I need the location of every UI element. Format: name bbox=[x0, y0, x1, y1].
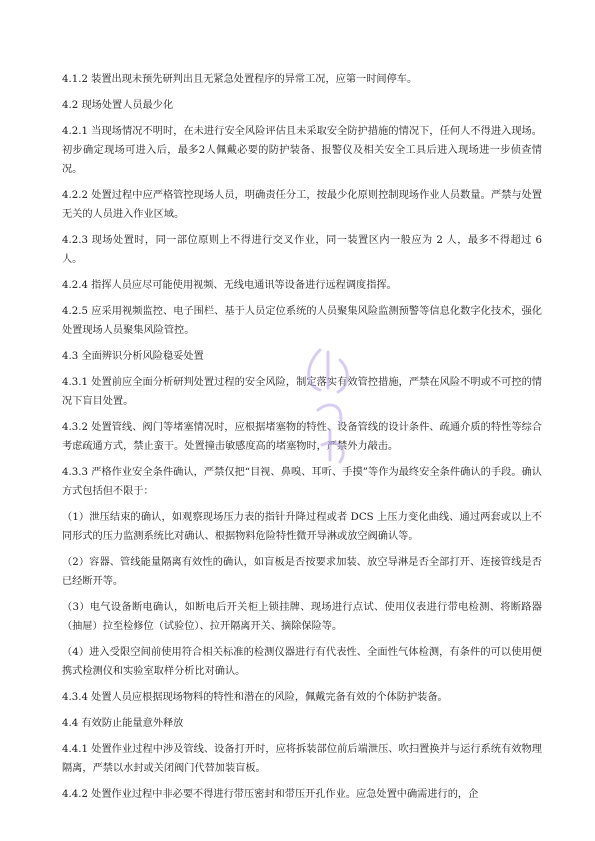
body-paragraph: 4.2.1 当现场情况不明时，在未进行安全风险评估且未采取安全防护措施的情况下，任何人不得进入现场。初步确定现场可进入后，最多2人佩戴必要的防护装备、报警仪及相关安全工具后进入现场进一步侦查情况。 bbox=[62, 126, 542, 175]
body-paragraph: （2）容器、管线能量隔离有效性的确认，如盲板是否按要求加装、放空导淋是否全部打开、连接管线是否已经断开等。 bbox=[62, 557, 542, 587]
section-heading: 4.2 现场处置人员最少化 bbox=[62, 100, 174, 111]
body-paragraph: （3）电气设备断电确认，如断电后开关柜上锁挂牌、现场进行点试、使用仪表进行带电检测、将断路器（抽屉）拉至检修位（试验位）、拉开隔离开关、摘除保险等。 bbox=[62, 602, 542, 632]
body-paragraph: 4.2.5 应采用视频监控、电子围栏、基于人员定位系统的人员聚集风险监测预警等信息化数字化技术，强化处置现场人员聚集风险管控。 bbox=[62, 306, 542, 336]
body-paragraph: 4.4.1 处置作业过程中涉及管线、设备打开时，应将拆装部位前后端泄压、吹扫置换并与运行系统有效物理隔离，严禁以水封或关闭阀门代替加装盲板。 bbox=[62, 744, 542, 774]
document-body bbox=[62, 70, 542, 811]
body-paragraph: 4.1.2 装置出现未预先研判出且无紧急处置程序的异常工况，应第一时间停车。 bbox=[62, 74, 418, 85]
body-paragraph: 4.3.1 处置前应全面分析研判处置过程的安全风险，制定落实有效管控措施，严禁在风险不明或不可控的情况下盲目处置。 bbox=[62, 377, 542, 407]
body-paragraph: （4）进入受限空间前使用符合相关标准的检测仪器进行有代表性、全面性气体检测，有条件的可以使用便携式检测仪和实验室取样分析比对确认。 bbox=[62, 647, 542, 677]
body-paragraph: 4.3.2 处置管线、阀门等堵塞情况时，应根据堵塞物的特性、设备管线的设计条件、疏通介质的特性等综合考虑疏通方式，禁止蛮干。处置撞击敏感度高的堵塞物时，严禁外力敲击。 bbox=[62, 422, 542, 452]
section-heading: 4.4 有效防止能量意外释放 bbox=[62, 718, 184, 729]
body-paragraph: （1）泄压结束的确认，如观察现场压力表的指针升降过程或者 DCS 上压力变化曲线、通过两套或以上不同形式的压力监测系统比对确认、根据物料危险特性微开导淋或放空阀确认等。 bbox=[62, 512, 542, 542]
body-paragraph: 4.2.4 指挥人员应尽可能使用视频、无线电通讯等设备进行远程调度指挥。 bbox=[62, 280, 397, 291]
body-paragraph: 4.2.3 现场处置时，同一部位原则上不得进行交叉作业，同一装置区内一般应为 2 人，最多不得超过 6 人。 bbox=[62, 235, 542, 265]
body-paragraph: 4.3.3 严格作业安全条件确认，严禁仅把“目视、鼻嗅、耳听、手摸”等作为最终安全条件确认的手段。确认方式包括但不限于： bbox=[62, 467, 542, 497]
body-paragraph: 4.4.2 处置作业过程中非必要不得进行带压密封和带压开孔作业。应急处置中确需进行的，企 bbox=[62, 789, 479, 800]
body-paragraph: 4.2.2 处置过程中应严格管控现场人员，明确责任分工，按最少化原则控制现场作业人员数量。严禁与处置无关的人员进入作业区域。 bbox=[62, 190, 542, 220]
body-paragraph: 4.3.4 处置人员应根据现场物料的特性和潜在的风险，佩戴完备有效的个体防护装备。 bbox=[62, 692, 448, 703]
section-heading: 4.3 全面辨识分析风险稳妥处置 bbox=[62, 351, 204, 362]
